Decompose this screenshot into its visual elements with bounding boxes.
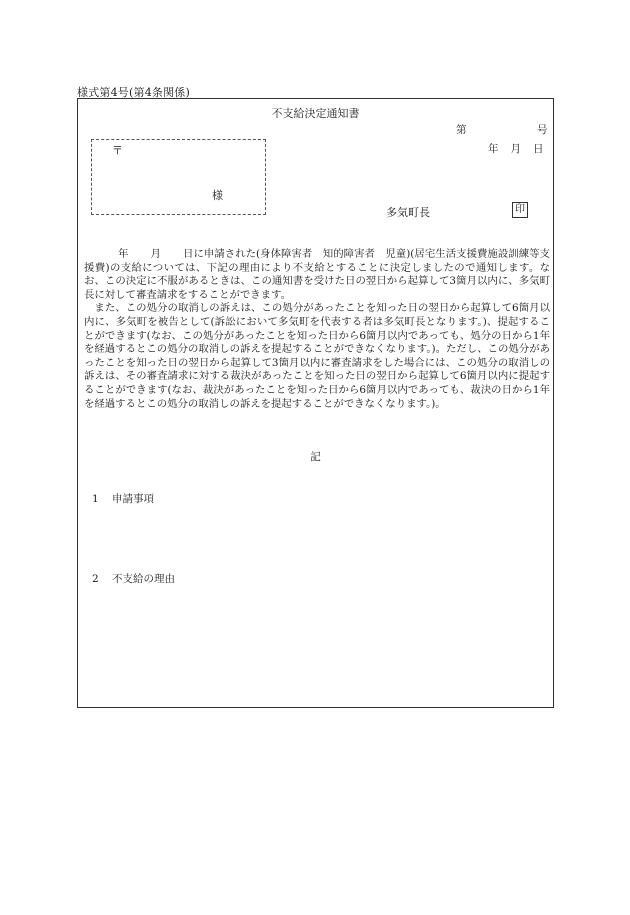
body-month: 月 — [150, 248, 161, 260]
form-number-label: 様式第4号(第4条関係) — [77, 86, 190, 99]
date-year: 年 — [488, 143, 499, 155]
ki-heading: 記 — [310, 451, 321, 463]
item-label: 申請事項 — [112, 493, 154, 505]
item-number: 1 — [92, 493, 99, 505]
notice-frame — [77, 98, 554, 708]
date-month: 月 — [510, 143, 521, 155]
body-paragraph-1 — [84, 248, 550, 302]
postal-mark: 〒 — [112, 144, 123, 157]
issuer-name: 多気町長 — [386, 206, 430, 219]
item-application — [92, 491, 154, 506]
issue-date — [488, 141, 544, 156]
item-number: 2 — [92, 573, 99, 585]
seal-mark: 印 — [512, 202, 528, 218]
number-suffix: 号 — [537, 124, 548, 136]
date-day: 日 — [533, 143, 544, 155]
body-paragraph-2: また、この処分の取消しの訴えは、この処分があったことを知った日の翌日から起算して6箇月以内に、多気町を被告として(訴訟において多気町を代表する者は多気町長となります。)、提起することができます(なお、この処分があったことを知った日から6箇月以内であっても、処分の日から1年を経過するとこの処分の取消しの訴えを提起することができなくなります。)。ただし、この処分があったことを知った日の翌日から起算して3箇月以内に審査請求をした場合には、この処分の取消しの訴えは、その審査請求に対する裁決があったことを知った日の翌日から起算して6箇月以内に提起することができます(なお、裁決があったことを知った日から6箇月以内であっても、裁決の日から1年を経過するとこの処分の取消しの訴えを提起することができなくなります。)。 — [84, 302, 550, 410]
item-reason — [92, 571, 175, 586]
body-paragraph-1-text: 日に申請された(身体障害者 知的障害者 児童)(居宅生活支援費施設訓練等支援費)の支給については、下記の理由により不支給とすることに決定しましたので通知します。なお、この決定に不服があるときは、この通知書を受けた日の翌日から起算して3箇月以内に、多気町長に対して審査請求をすることができます。 — [84, 248, 550, 301]
document-title: 不支給決定通知書 — [271, 107, 360, 120]
recipient-address-box — [91, 139, 266, 215]
recipient-honorific: 様 — [212, 189, 223, 202]
notice-body — [84, 248, 550, 411]
body-year: 年 — [118, 248, 129, 260]
item-label: 不支給の理由 — [112, 573, 175, 585]
number-prefix: 第 — [456, 124, 467, 136]
